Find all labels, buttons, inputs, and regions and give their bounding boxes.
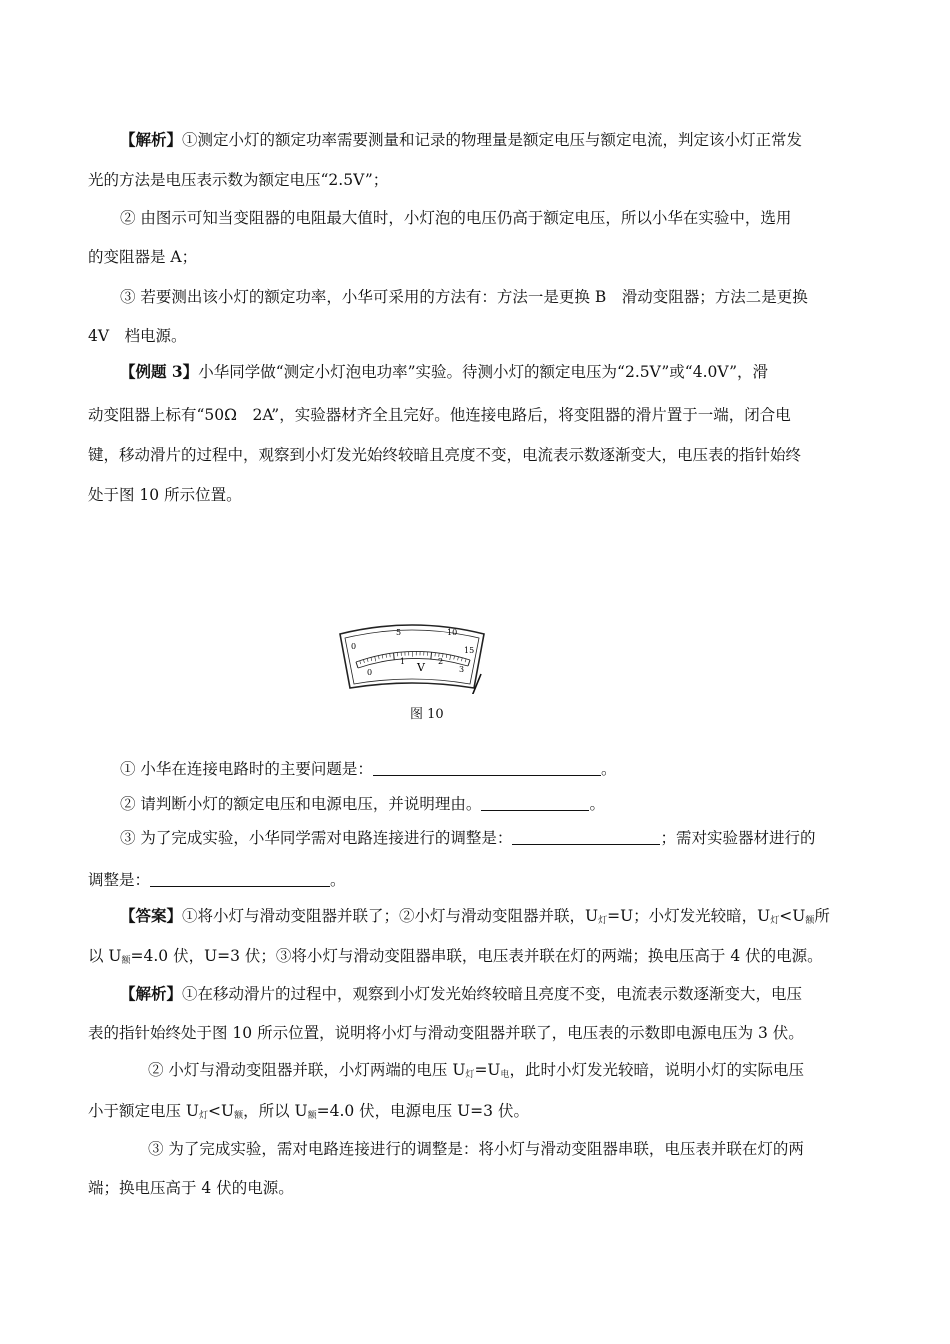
analysis1-line4: 的变阻器是 A；: [88, 248, 198, 266]
scale-tick: [431, 652, 432, 659]
answer-line2: 以 $U_额=4.0$ 伏，U=3 伏；③将小灯与滑动变阻器串联，电压表并联在灯的两端；换电压高于 4 伏的电源。: [88, 947, 823, 966]
answer-line1: 【答案】①将小灯与滑动变阻器并联了；②小灯与滑动变阻器并联，$U_灯=U$；小灯发光较暗，$U_灯<U_额$所: [120, 906, 830, 926]
analysis2-line1: 【解析】①在移动滑片的过程中，观察到小灯发光始终较暗且亮度不变，电流表示数逐渐变大，电压: [120, 984, 803, 1003]
upper-scale-label: 5: [396, 628, 402, 637]
example3-line3: 键，移动滑片的过程中，观察到小灯发光始终较暗且亮度不变，电流表示数逐渐变大，电压表的指针始终: [88, 446, 802, 464]
analysis1-line5: ③ 若要测出该小灯的额定功率，小华可采用的方法有：方法一是更换 B 滑动变阻器；方法二是更换: [120, 288, 808, 306]
question-3-cont: 调整是： 。: [88, 871, 346, 889]
answer-blank[interactable]: [512, 830, 660, 845]
analysis1-line6: 4V 档电源。: [88, 327, 187, 345]
example3-line2: 动变阻器上标有“50Ω 2A”，实验器材齐全且完好。他连接电路后，将变阻器的滑片置于一端，闭合电: [88, 406, 791, 424]
analysis2-line4: 小于额定电压 $U_灯<U_额$，所以 $U_额=4.0$ 伏，电源电压 U=3 伏。: [88, 1102, 529, 1121]
analysis1-line2: 光的方法是电压表示数为额定电压“2.5V”；: [88, 171, 389, 189]
lower-scale-label: 0: [367, 668, 373, 677]
scale-tick: [394, 653, 395, 660]
answer-blank[interactable]: [373, 761, 601, 776]
analysis2-line2: 表的指针始终处于图 10 所示位置，说明将小灯与滑动变阻器并联了，电压表的示数即电源电压为 3 伏。: [88, 1024, 804, 1042]
analysis2-line5: ③ 为了完成实验，需对电路连接进行的调整是：将小灯与滑动变阻器串联，电压表并联在灯的两: [148, 1140, 804, 1158]
question-3: ③ 为了完成实验，小华同学需对电路连接进行的调整是： ；需对实验器材进行的: [120, 829, 816, 847]
example3-line1: 【例题 3】小华同学做“测定小灯泡电功率”实验。待测小灯的额定电压为“2.5V”或“4.0V”，滑: [120, 362, 769, 381]
voltmeter-figure: [334, 620, 490, 694]
figure-caption: 图 10: [410, 707, 444, 722]
answer-blank[interactable]: [150, 872, 330, 887]
question-2: ② 请判断小灯的额定电压和电源电压，并说明理由。 。: [120, 795, 605, 813]
answer-label: 【答案】: [120, 906, 183, 925]
example3-line4: 处于图 10 所示位置。: [88, 486, 242, 504]
question-1: ① 小华在连接电路时的主要问题是： 。: [120, 760, 617, 778]
answer-blank[interactable]: [481, 796, 589, 811]
upper-scale-label: 10: [447, 628, 458, 637]
upper-scale-label: 15: [464, 646, 475, 655]
analysis2-line6: 端；换电压高于 4 伏的电源。: [88, 1179, 294, 1197]
upper-scale-label: 0: [351, 642, 357, 651]
analysis1-line1: 【解析】①测定小灯的额定功率需要测量和记录的物理量是额定电压与额定电流，判定该小灯正常发: [120, 130, 803, 149]
lower-scale-label: 1: [400, 657, 406, 666]
analysis2-line3: ② 小灯与滑动变阻器并联，小灯两端的电压 $U_灯=U_电$，此时小灯发光较暗，说明小灯的实际电压: [148, 1061, 805, 1080]
example-label: 【例题 3】: [120, 362, 199, 381]
analysis-label: 【解析】: [120, 984, 183, 1003]
lower-scale-label: 3: [459, 665, 465, 674]
lower-scale-label: 2: [438, 657, 444, 666]
unit-symbol: V: [417, 661, 425, 674]
analysis-label: 【解析】: [120, 130, 183, 149]
analysis1-line3: ② 由图示可知当变阻器的电阻最大值时，小灯泡的电压仍高于额定电压，所以小华在实验中，选用: [120, 209, 792, 227]
